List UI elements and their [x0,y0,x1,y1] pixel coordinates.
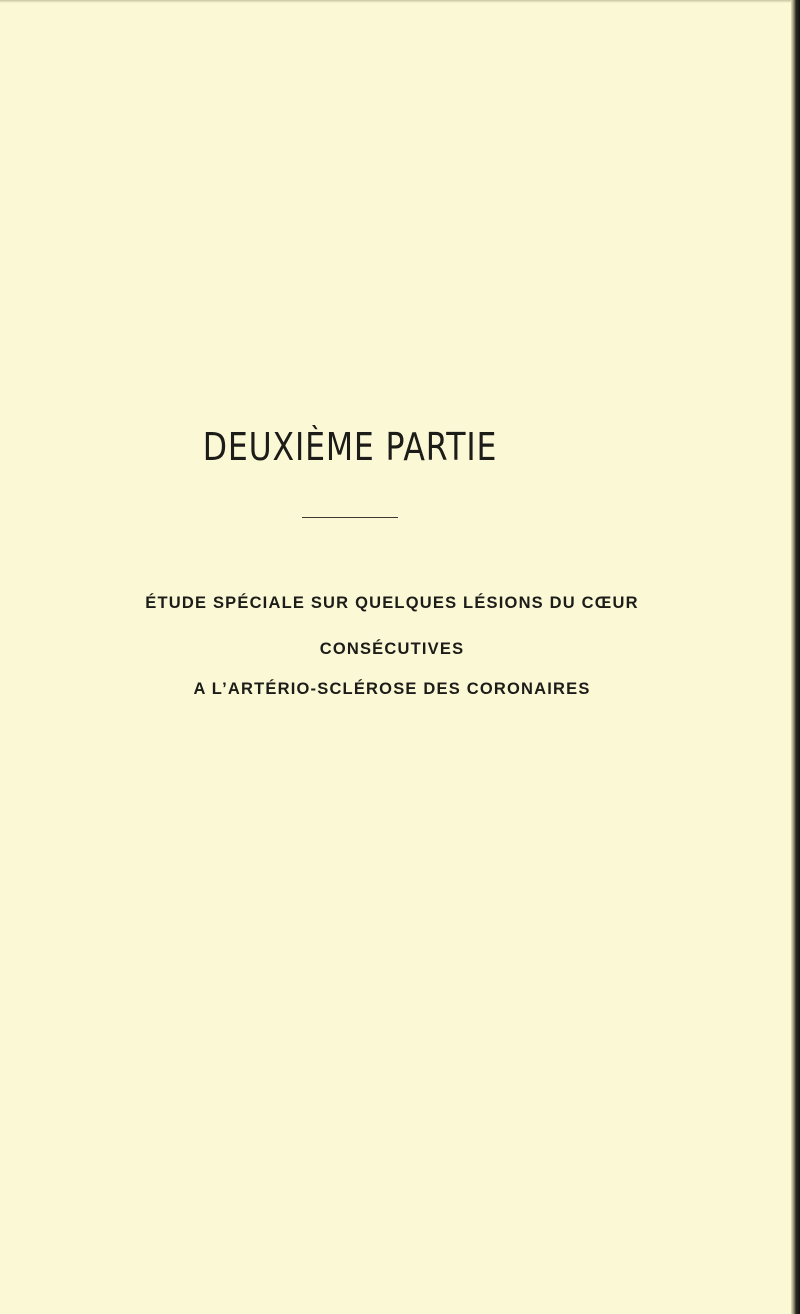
title-divider [302,517,398,518]
page-top-edge [0,0,792,3]
subtitle-line-1: ÉTUDE SPÉCIALE SUR QUELQUES LÉSIONS DU CŒUR [145,594,639,612]
subtitle-line-2: CONSÉCUTIVES [319,640,465,658]
book-spine-edge [791,0,800,1314]
part-title: DEUXIÈME PARTIE [202,425,498,469]
subtitle-line-3: A L’ARTÉRIO-SCLÉROSE DES CORONAIRES [193,680,591,698]
